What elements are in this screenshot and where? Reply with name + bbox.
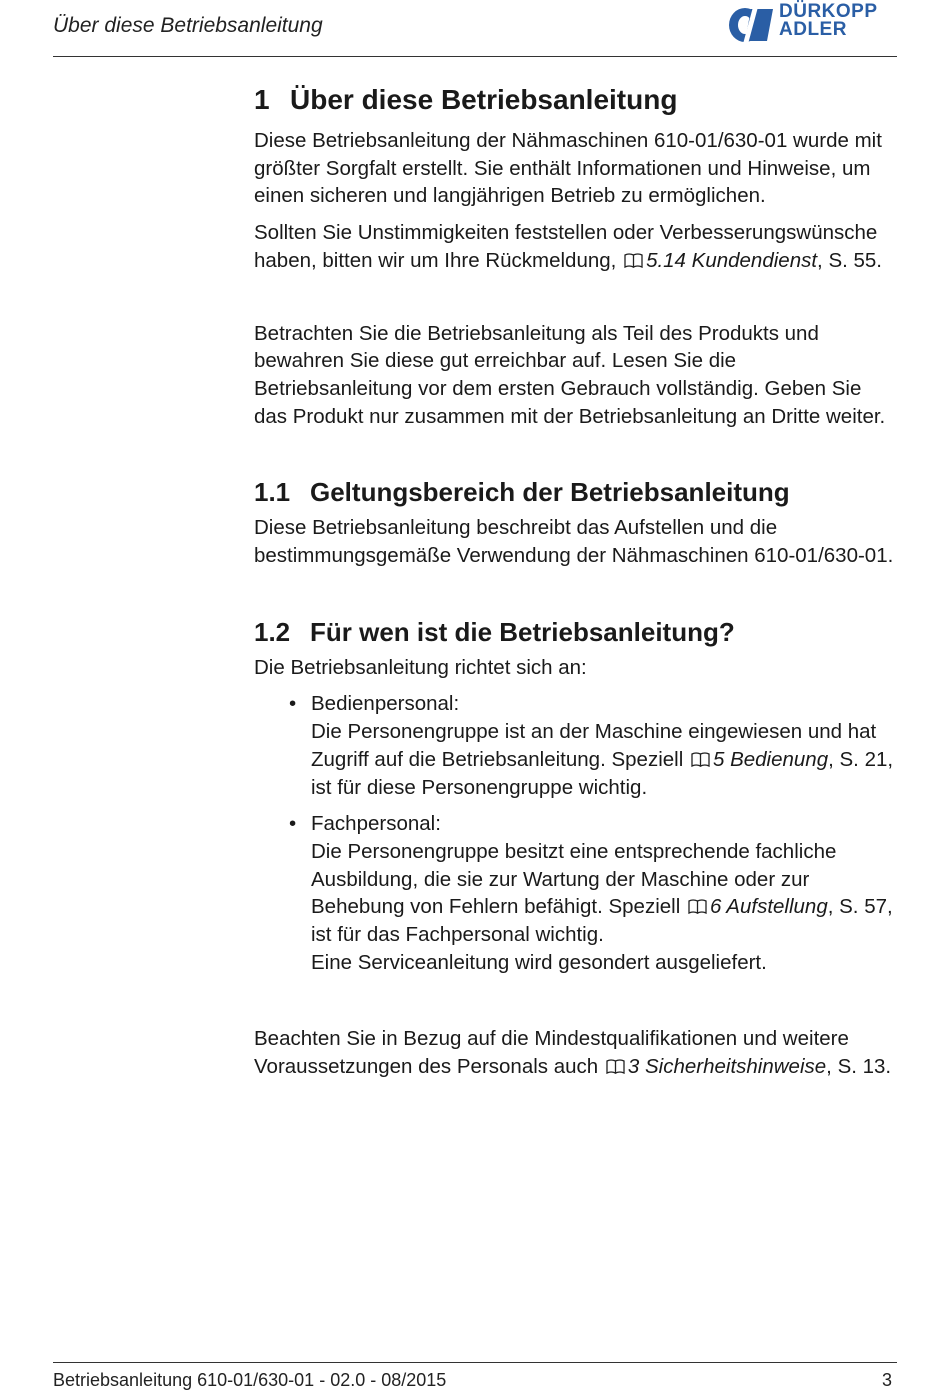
section-1-1-paragraph: Diese Betriebsanleitung beschreibt das Aufstellen und die bestimmungsgemäße Verwendung der Nähmaschinen 610-01/630-01. [254, 516, 894, 568]
audience-text-specialists: Die Personengruppe besitzt eine entsprechende fachliche Ausbildung, die sie zur Wartung der Maschine oder zur Behebung von Fehlern befähigt. Speziell [311, 839, 837, 919]
service-manual-note: Eine Serviceanleitung wird gesondert ausgeliefert. [311, 950, 767, 974]
audience-operators-page-ref: , S. 21, ist für diese Personengruppe wichtig. [311, 747, 894, 799]
logo-mark-icon [727, 3, 777, 47]
section-1-paragraph-2 [254, 219, 900, 274]
duerkopp-adler-logo [727, 3, 902, 48]
section-1-2-heading [254, 615, 900, 649]
book-reference-icon [624, 253, 643, 268]
audience-list [254, 690, 900, 976]
audience-specialists-page-ref: , S. 57, ist für das Fachpersonal wichtig. [311, 895, 893, 947]
logo-line-2: ADLER [779, 19, 847, 40]
list-item [254, 690, 900, 801]
audience-label-specialists: Fachpersonal: [311, 812, 441, 836]
section-1-1-title: Geltungsbereich der Betriebsanleitung [310, 477, 790, 508]
section-1-paragraph-1: Diese Betriebsanleitung der Nähmaschinen 610-01/630-01 wurde mit größter Sorgfalt erstellt. Sie enthält Informationen und Hinweise, um einen sicheren und langjährigen Betrieb zu ermöglichen. [254, 129, 882, 208]
book-reference-icon [691, 752, 710, 767]
section-1-1-heading [254, 475, 900, 509]
qualification-note-text: Beachten Sie in Bezug auf die Mindestqualifikationen und weitere Voraussetzungen des Personals auch [254, 1027, 849, 1079]
section-1-title: Über diese Betriebsanleitung [290, 84, 678, 115]
paragraph-2-page-ref: , S. 55. [817, 248, 883, 272]
footer-document-id: Betriebsanleitung 610-01/630-01 - 02.0 - 08/2015 [53, 1370, 447, 1390]
footer-divider [53, 1362, 897, 1363]
page-number: 3 [881, 1370, 892, 1390]
cross-reference-link-aufstellung[interactable]: 6 Aufstellung [709, 895, 828, 919]
cross-reference-link-sicherheitshinweise[interactable]: 3 Sicherheitshinweise [627, 1055, 827, 1079]
section-1-number: 1 [254, 84, 270, 115]
main-content [254, 82, 900, 1081]
running-header-title: Über diese Betriebsanleitung [53, 14, 323, 37]
section-1-1-number: 1.1 [254, 477, 291, 508]
cross-reference-link-kundendienst[interactable]: 5.14 Kundendienst [646, 248, 818, 272]
book-reference-icon [606, 1059, 625, 1074]
section-1-paragraph-3: Betrachten Sie die Betriebsanleitung als Teil des Produkts und bewahren Sie diese gut erreichbar auf. Lesen Sie die Betriebsanleitung vor dem ersten Gebrauch vollständig. Geben Sie das Produkt nur zusammen mit der Betriebsanleitung an Dritte weiter. [254, 321, 886, 428]
qualification-note-page-ref: , S. 13. [826, 1055, 892, 1079]
header-divider [53, 56, 897, 57]
section-1-2-number: 1.2 [254, 616, 291, 647]
section-1-2-intro: Die Betriebsanleitung richtet sich an: [254, 655, 587, 679]
paragraph-2-text: Sollten Sie Unstimmigkeiten feststellen oder Verbesserungswünsche haben, bitten wir um Ihre Rückmeldung, [254, 221, 878, 272]
logo-line-1: DÜRKOPP [779, 1, 878, 22]
section-1-2-title: Für wen ist die Betriebsanleitung? [310, 616, 735, 647]
qualification-note [254, 1025, 900, 1080]
book-reference-icon [688, 899, 707, 914]
list-item [254, 810, 900, 976]
cross-reference-link-bedienung[interactable]: 5 Bedienung [712, 747, 829, 771]
audience-label-operators: Bedienpersonal: [311, 692, 460, 716]
audience-text-operators: Die Personengruppe ist an der Maschine eingewiesen und hat Zugriff auf die Betriebsanleitung. Speziell [311, 720, 877, 771]
section-1-heading [254, 82, 900, 118]
